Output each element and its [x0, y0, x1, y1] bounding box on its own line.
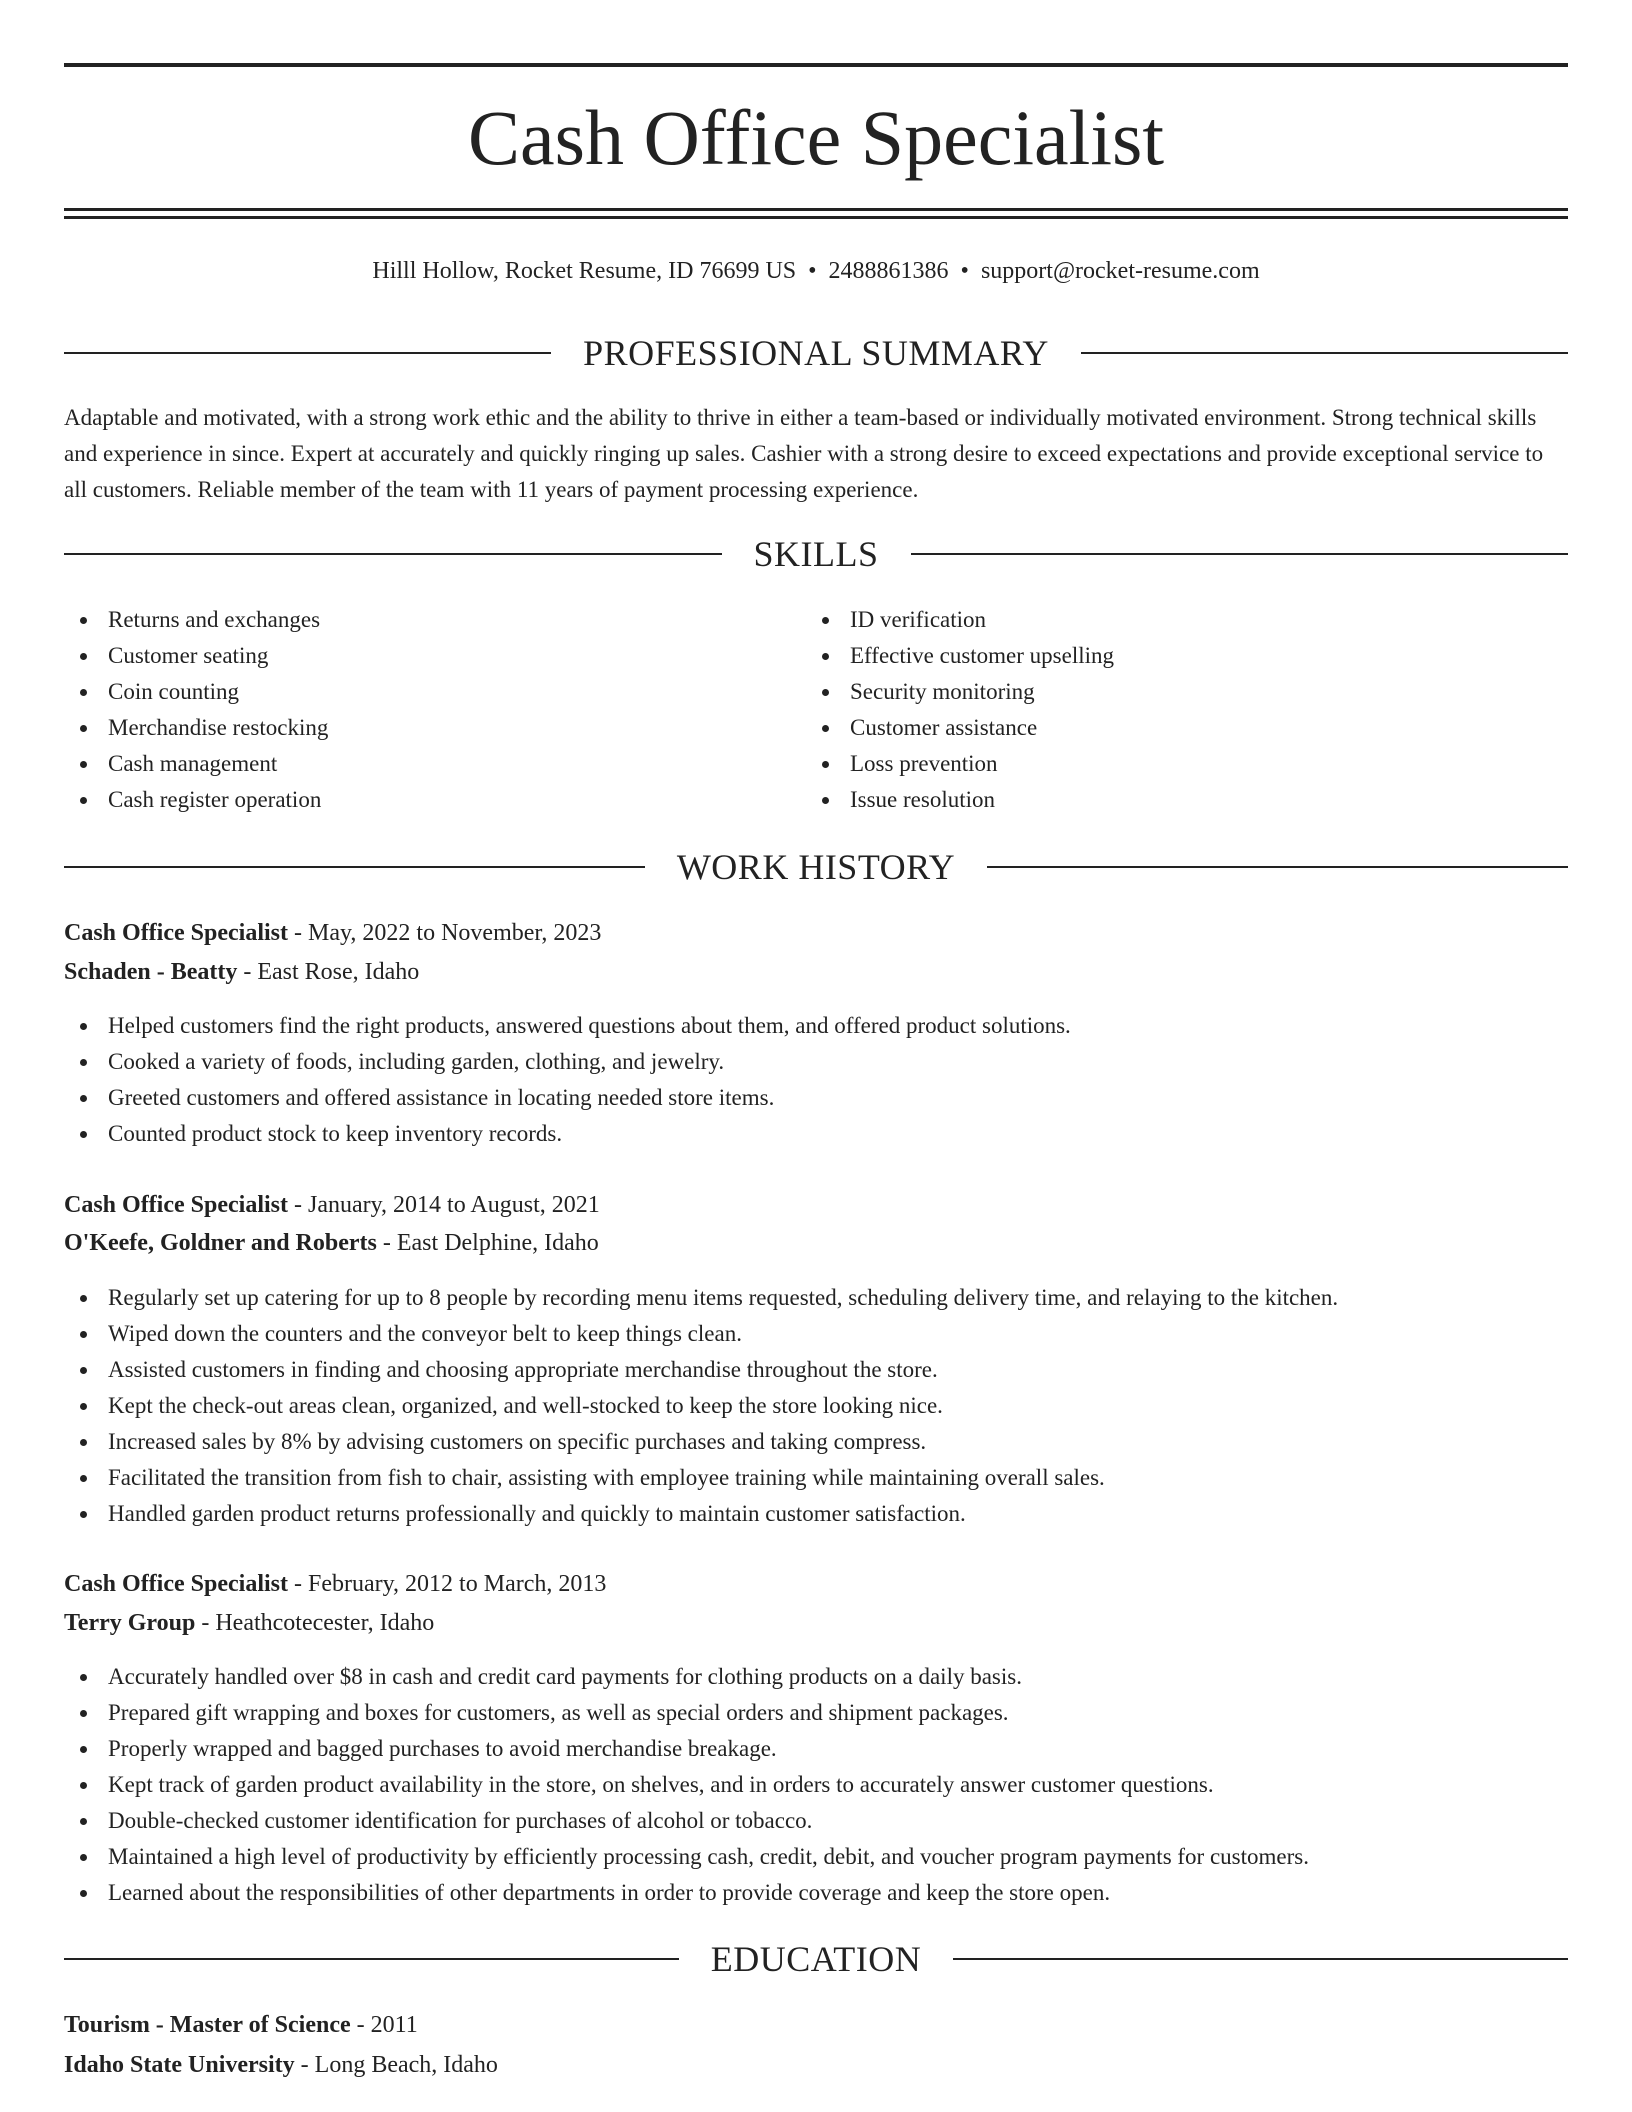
- skill-item: Merchandise restocking: [64, 710, 806, 746]
- job-bullet: Facilitated the transition from fish to chair, assisting with employee training while maintaining overall sales.: [64, 1460, 1568, 1496]
- section-header-skills: [64, 529, 1568, 579]
- skill-item: Coin counting: [64, 674, 806, 710]
- job-bullet: Assisted customers in finding and choosing appropriate merchandise throughout the store.: [64, 1352, 1568, 1388]
- section-title-education: EDUCATION: [710, 1939, 922, 1979]
- skills-list: [64, 602, 1568, 818]
- job-bullet: Increased sales by 8% by advising customers on specific purchases and taking compress.: [64, 1424, 1568, 1460]
- section-title-summary: PROFESSIONAL SUMMARY: [583, 333, 1049, 373]
- job-bullet: Double-checked customer identification for purchases of alcohol or tobacco.: [64, 1803, 1568, 1839]
- job-bullet: Regularly set up catering for up to 8 people by recording menu items requested, scheduling delivery time, and relaying to the kitchen.: [64, 1280, 1568, 1316]
- job-title: Cash Office Specialist: [64, 1192, 288, 1218]
- contact-separator: •: [960, 258, 969, 284]
- section-title-work-history: WORK HISTORY: [676, 847, 956, 887]
- skill-item: Cash register operation: [64, 782, 806, 818]
- education-degree: Tourism - Master of Science: [64, 2012, 351, 2038]
- section-header-education: [64, 1934, 1568, 1984]
- job-bullet: Accurately handled over $8 in cash and credit card payments for clothing products on a daily basis.: [64, 1659, 1568, 1695]
- job-title-line: [64, 914, 1568, 952]
- section-rule-left: [64, 352, 551, 354]
- job-title-line: [64, 1186, 1568, 1224]
- section-rule-left: [64, 866, 645, 868]
- section-rule-right: [911, 553, 1569, 555]
- section-header-summary: [64, 328, 1568, 378]
- job-title: Cash Office Specialist: [64, 920, 288, 946]
- section-rule-left: [64, 553, 722, 555]
- job-dates: - May, 2022 to November, 2023: [287, 920, 602, 946]
- job-company: O'Keefe, Goldner and Roberts: [64, 1230, 377, 1256]
- education-year: - 2011: [350, 2012, 418, 2038]
- section-rule-right: [953, 1958, 1568, 1960]
- job-company: Terry Group: [64, 1610, 196, 1636]
- job-bullets: [64, 1659, 1568, 1911]
- job-dates: - January, 2014 to August, 2021: [287, 1192, 600, 1218]
- skill-item: Issue resolution: [806, 782, 1548, 818]
- section-rule-right: [1081, 352, 1568, 354]
- skills-column-left: [64, 602, 806, 818]
- job-bullet: Cooked a variety of foods, including garden, clothing, and jewelry.: [64, 1044, 1568, 1080]
- skill-item: Customer seating: [64, 638, 806, 674]
- job-bullet: Prepared gift wrapping and boxes for customers, as well as special orders and shipment packages.: [64, 1695, 1568, 1731]
- job-bullet: Maintained a high level of productivity by efficiently processing cash, credit, debit, and voucher program payments for customers.: [64, 1839, 1568, 1875]
- contact-address: Hilll Hollow, Rocket Resume, ID 76699 US: [372, 258, 797, 284]
- skill-item: ID verification: [806, 602, 1548, 638]
- job-location: - East Delphine, Idaho: [376, 1230, 599, 1256]
- job-bullet: Kept the check-out areas clean, organized, and well-stocked to keep the store looking nice.: [64, 1388, 1568, 1424]
- job-bullet: Counted product stock to keep inventory records.: [64, 1116, 1568, 1152]
- header-double-rule-upper: [64, 208, 1568, 211]
- job-bullet: Handled garden product returns professionally and quickly to maintain customer satisfaction.: [64, 1496, 1568, 1532]
- job-bullets: [64, 1008, 1568, 1152]
- skill-item: Loss prevention: [806, 746, 1548, 782]
- skills-column-right: [806, 602, 1548, 818]
- resume-title: Cash Office Specialist: [467, 94, 1165, 181]
- job-location: - Heathcotecester, Idaho: [195, 1610, 435, 1636]
- section-title-skills: SKILLS: [753, 534, 879, 574]
- education-school: Idaho State University: [64, 2052, 295, 2078]
- job-company-line: [64, 1604, 1568, 1642]
- contact-line: [64, 253, 1568, 289]
- job-bullet: Wiped down the counters and the conveyor belt to keep things clean.: [64, 1316, 1568, 1352]
- job-bullet: Learned about the responsibilities of other departments in order to provide coverage and keep the store open.: [64, 1875, 1568, 1911]
- job-dates: - February, 2012 to March, 2013: [287, 1571, 607, 1597]
- job-bullet: Kept track of garden product availability in the store, on shelves, and in orders to accurately answer customer questions.: [64, 1767, 1568, 1803]
- skill-item: Cash management: [64, 746, 806, 782]
- skill-item: Security monitoring: [806, 674, 1548, 710]
- job-bullet: Properly wrapped and bagged purchases to avoid merchandise breakage.: [64, 1731, 1568, 1767]
- job-bullets: [64, 1280, 1568, 1532]
- contact-separator: •: [808, 258, 817, 284]
- job-title-line: [64, 1565, 1568, 1603]
- section-rule-right: [987, 866, 1568, 868]
- contact-phone: 2488861386: [828, 258, 949, 284]
- header-top-rule: [64, 63, 1568, 67]
- education-location: - Long Beach, Idaho: [294, 2052, 498, 2078]
- job-company-line: [64, 1224, 1568, 1262]
- education-degree-line: [64, 2006, 1568, 2044]
- summary-text: Adaptable and motivated, with a strong work ethic and the ability to thrive in either a team-based or individually motivated environment. Strong technical skills and experience in since. Expert at accurately and quickly ringing up sales. Cashier with a strong desire to exceed expectations and provide exceptional service to all customers. Reliable member of the team with 11 years of payment processing experience.: [64, 405, 1544, 502]
- header-double-rule-lower: [64, 216, 1568, 219]
- skill-item: Effective customer upselling: [806, 638, 1548, 674]
- section-rule-left: [64, 1958, 679, 1960]
- job-location: - East Rose, Idaho: [237, 959, 420, 985]
- skill-item: Customer assistance: [806, 710, 1548, 746]
- job-company: Schaden - Beatty: [64, 959, 238, 985]
- job-bullet: Helped customers find the right products, answered questions about them, and offered product solutions.: [64, 1008, 1568, 1044]
- education-school-line: [64, 2046, 1568, 2084]
- job-company-line: [64, 953, 1568, 991]
- job-title: Cash Office Specialist: [64, 1571, 288, 1597]
- contact-email: support@rocket-resume.com: [980, 258, 1260, 284]
- skill-item: Returns and exchanges: [64, 602, 806, 638]
- job-bullet: Greeted customers and offered assistance in locating needed store items.: [64, 1080, 1568, 1116]
- section-header-work-history: [64, 842, 1568, 892]
